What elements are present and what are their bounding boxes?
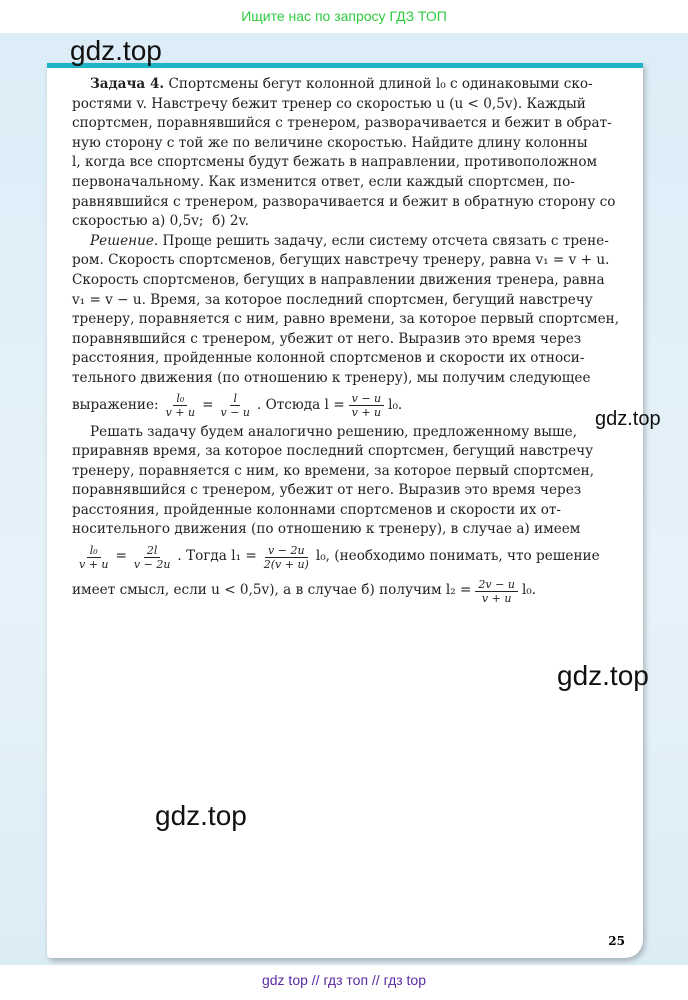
page-number: 25 — [608, 934, 625, 948]
text: Проще решить задачу, если систему отсчета связать с трене- — [162, 232, 609, 249]
fraction — [475, 578, 518, 605]
denominator: v − u — [220, 406, 250, 419]
text-line — [72, 423, 630, 443]
text-line — [72, 193, 630, 213]
numerator: 2v − u — [475, 578, 518, 592]
text-line — [72, 442, 630, 462]
numerator: 2l — [144, 544, 161, 558]
text-line — [72, 114, 630, 134]
fraction — [76, 544, 112, 571]
text: спортсмен, поравнявшийся с тренером, разворачивается и бежит в обрат- — [72, 115, 612, 132]
textbook-page — [47, 63, 643, 958]
numerator: v − u — [349, 392, 385, 406]
text-line — [72, 462, 630, 482]
problem-line — [72, 75, 630, 95]
text-line — [72, 501, 630, 521]
text: Скорость спортсменов, бегущих в направлении движения тренера, равна — [72, 271, 605, 288]
fraction — [163, 392, 199, 419]
text: Спортсмены бегут колонной длиной l₀ с одинаковыми ско- — [168, 76, 593, 92]
text: l₀. — [388, 396, 403, 413]
page-text — [72, 75, 630, 608]
watermark: gdz.top — [155, 800, 247, 831]
text-line — [72, 349, 630, 369]
formula-line-3 — [72, 574, 630, 608]
denominator: v − 2u — [133, 557, 171, 571]
denominator: v + u — [165, 406, 196, 419]
text-line — [72, 212, 630, 232]
search-banner: Ищите нас по запросу ГДЗ ТОП — [241, 8, 447, 24]
fraction — [261, 544, 312, 571]
numerator: l — [230, 392, 240, 406]
fraction — [217, 392, 253, 419]
text: тренеру, поравняется с ним, равно времени, за которое первый спортсмен, — [72, 311, 620, 328]
watermark: gdz.top — [595, 408, 661, 430]
footer-links[interactable]: gdz top // гдз топ // гдз top — [261, 972, 427, 988]
text: l₀. — [521, 582, 537, 599]
solution-line — [72, 232, 630, 252]
text-line — [72, 310, 630, 330]
denominator: v + u — [79, 557, 109, 571]
watermark: gdz.top — [557, 660, 649, 691]
text: ную сторону с той же по величине скоростью. Найдите длину колонны — [72, 134, 588, 151]
text: поравнявшийся с тренером, убежит от него. Выразив это время через — [72, 482, 582, 499]
text: ростями v. Навстречу бежит тренер со скоростью u (u < 0,5v). Каждый — [72, 95, 586, 112]
text-line — [72, 271, 630, 291]
text: = — [202, 396, 214, 413]
text-line — [72, 291, 630, 311]
text: скоростью а) 0,5v; б) 2v. — [72, 213, 249, 230]
text: l₀, (необходимо понимать, что решение — [315, 548, 600, 565]
text-line — [72, 369, 630, 389]
text: поравнявшийся с тренером, убежит от него. Выразив это время через — [72, 330, 582, 347]
problem-title: Задача 4. — [90, 76, 165, 92]
text: приравняв время, за которое последний спортсмен, бегущий навстречу — [72, 443, 594, 460]
text: равнявшийся с тренером, разворачивается и бежит в обратную сторону со — [72, 193, 616, 210]
solution-label: Решение. — [90, 232, 159, 249]
text: тельного движения (по отношению к тренеру), мы получим следующее — [72, 369, 591, 386]
text-line — [72, 481, 630, 501]
denominator: v + u — [481, 591, 512, 605]
text-line — [72, 251, 630, 271]
text: Решать задачу будем аналогично решению, предложенному выше, — [90, 423, 578, 440]
watermark: gdz.top — [70, 35, 162, 66]
formula-line-2 — [72, 540, 630, 574]
fraction — [131, 544, 174, 571]
text: расстояния, пройденные колонной спортсменов и скорости их относи- — [72, 350, 585, 367]
denominator: 2(v + u) — [263, 557, 309, 571]
text: тренеру, поравняется с ним, ко времени, за которое первый спортсмен, — [72, 462, 595, 479]
numerator: v − 2u — [265, 544, 308, 558]
text-line — [72, 153, 630, 173]
fraction — [349, 392, 385, 419]
text: = — [115, 548, 127, 565]
text: имеет смысл, если u < 0,5v), а в случае б) получим l₂ = — [72, 582, 472, 599]
text: носительного движения (по отношению к тренеру), в случае а) имеем — [72, 521, 581, 538]
text-line — [72, 330, 630, 350]
numerator: l₀ — [87, 544, 101, 558]
text-line — [72, 134, 630, 154]
numerator: l₀ — [173, 392, 187, 406]
text-line — [72, 95, 630, 115]
text: расстояния, пройденные колоннами спортсменов и скорости их от- — [72, 501, 562, 518]
text: ром. Скорость спортсменов, бегущих навстречу тренеру, равна v₁ = v + u. — [72, 252, 610, 269]
text: . Отсюда l = — [257, 396, 345, 413]
text-line — [72, 173, 630, 193]
text: первоначальному. Как изменится ответ, если каждый спортсмен, по- — [72, 173, 575, 190]
text: . Тогда l₁ = — [177, 548, 257, 565]
text: выражение: — [72, 396, 159, 413]
text: v₁ = v − u. Время, за которое последний спортсмен, бегущий навстречу — [72, 291, 593, 308]
denominator: v + u — [351, 406, 382, 419]
text-line — [72, 520, 630, 540]
text: l, когда все спортсмены будут бежать в направлении, противоположном — [72, 154, 598, 171]
formula-line-1 — [72, 389, 630, 423]
